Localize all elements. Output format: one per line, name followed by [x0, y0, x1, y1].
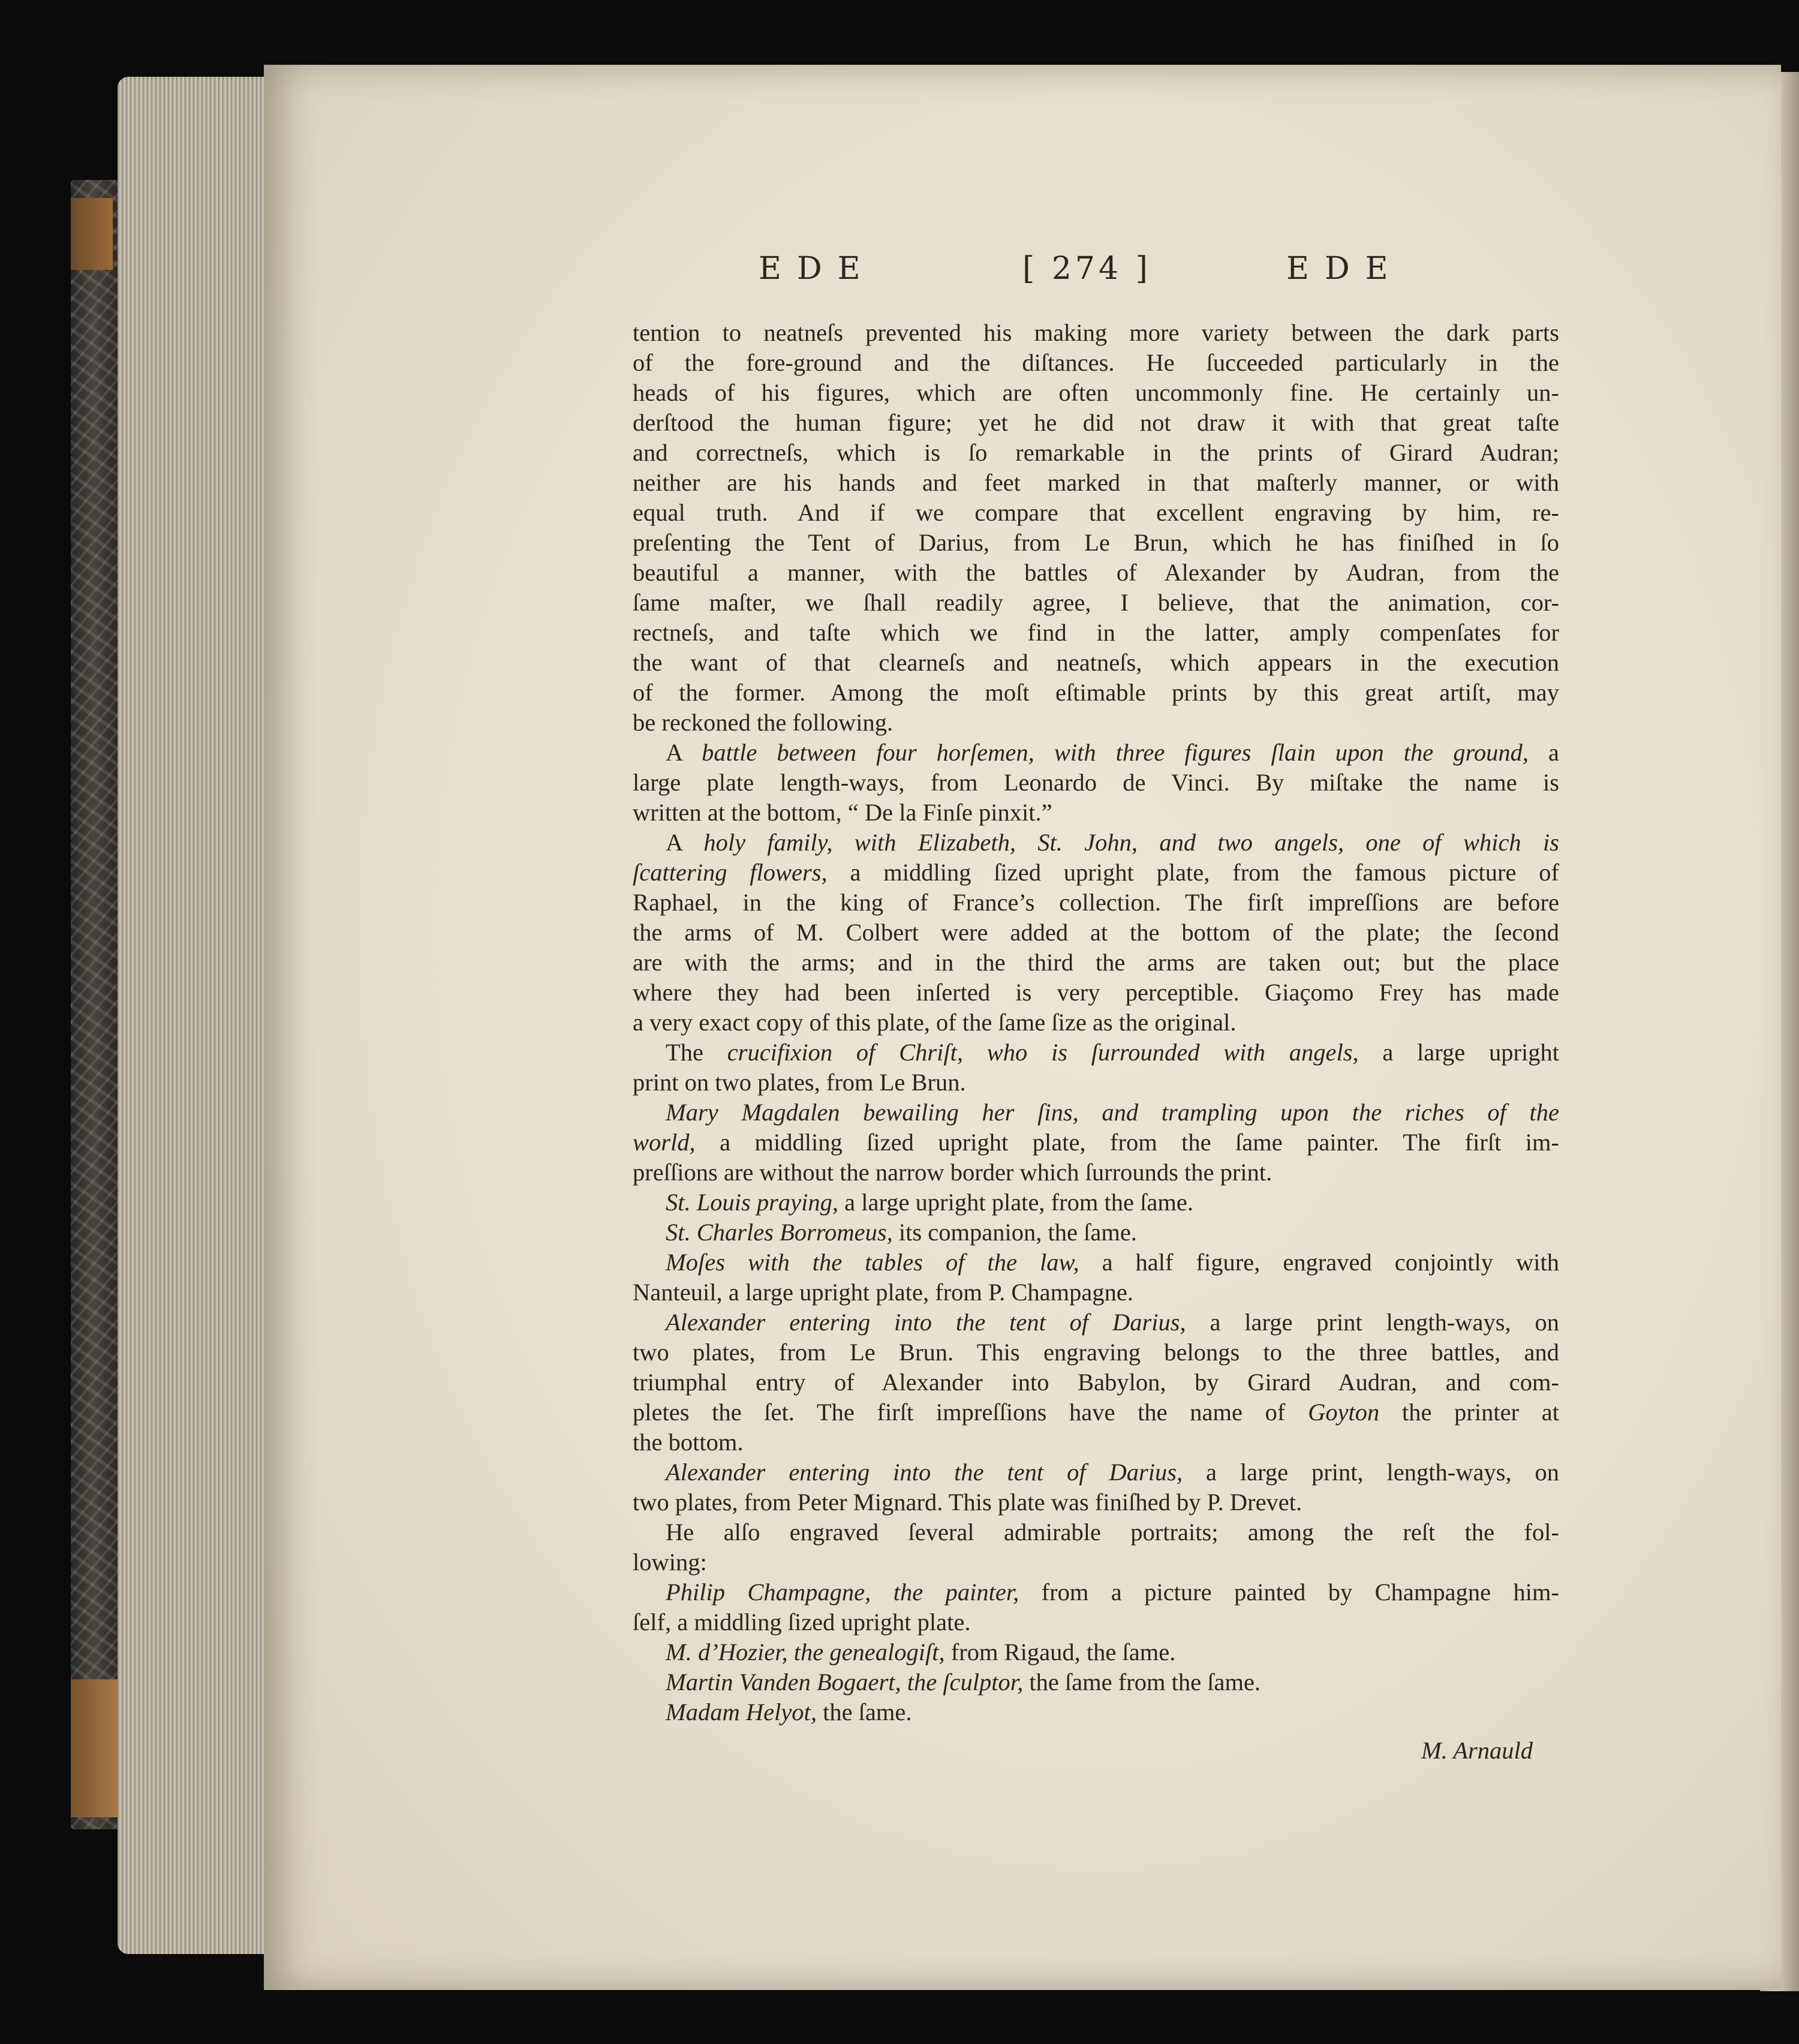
- italic-title: Philip Champagne, the painter,: [666, 1579, 1019, 1606]
- text-run: a middling ſized upright plate, from the famous picture of: [827, 859, 1559, 886]
- text-line: [633, 1637, 1559, 1667]
- text-line: [633, 918, 1559, 948]
- text-line: [633, 798, 1559, 828]
- text-line: [633, 738, 1559, 768]
- text-line: [633, 768, 1559, 798]
- text-run: two plates, from Peter Mignard. This plate was finiſhed by P. Drevet.: [633, 1489, 1302, 1516]
- text-run: and correctneſs, which is ſo remarkable in the prints of Girard Audran;: [633, 439, 1559, 466]
- text-run: triumphal entry of Alexander into Babylon, by Girard Audran, and com-: [633, 1369, 1559, 1396]
- text-run: rectneſs, and taſte which we find in the latter, amply compenſates for: [633, 619, 1559, 646]
- text-line: [633, 378, 1559, 408]
- text-line: [633, 678, 1559, 708]
- text-run: of the former. Among the moſt eſtimable prints by this great artiſt, may: [633, 679, 1559, 706]
- text-line: [633, 1367, 1559, 1397]
- text-run: a large print length-ways, on: [1186, 1309, 1559, 1336]
- page-edges: [118, 77, 279, 1954]
- text-line: [633, 1517, 1559, 1547]
- text-line: [633, 978, 1559, 1008]
- text-run: the printer at: [1379, 1399, 1559, 1426]
- text-run: heads of his figures, which are often uncommonly fine. He certainly un-: [633, 379, 1559, 406]
- italic-title: St. Louis praying,: [666, 1189, 839, 1216]
- text-run: preſenting the Tent of Darius, from Le Brun, which he has finiſhed in ſo: [633, 529, 1559, 556]
- text-line: [633, 1577, 1559, 1607]
- leather-corner-top: [71, 198, 113, 270]
- header-right-word: EDE: [1286, 251, 1404, 287]
- text-run: preſſions are without the narrow border which ſurrounds the print.: [633, 1159, 1272, 1186]
- italic-title: Goyton: [1308, 1399, 1380, 1426]
- text-line: [633, 558, 1559, 588]
- italic-title: battle between four horſemen, with three figures ſlain upon the ground,: [702, 739, 1529, 766]
- text-run: Nanteuil, a large upright plate, from P. Champagne.: [633, 1279, 1133, 1306]
- text-run: a large upright plate, from the ſame.: [838, 1189, 1193, 1216]
- text-run: from Rigaud, the ſame.: [944, 1639, 1176, 1666]
- page-number: [ 274 ]: [1022, 251, 1151, 287]
- text-run: beautiful a manner, with the battles of Alexander by Audran, from the: [633, 559, 1559, 586]
- italic-title: world,: [633, 1129, 696, 1156]
- text-run: neither are his hands and feet marked in that maſterly manner, or with: [633, 469, 1559, 496]
- header-left-word: EDE: [759, 251, 876, 287]
- text-run: its companion, the ſame.: [892, 1219, 1137, 1246]
- text-line: [633, 888, 1559, 918]
- text-run: where they had been inſerted is very perceptible. Giaçomo Frey has made: [633, 979, 1559, 1006]
- text-line: [633, 1667, 1559, 1697]
- text-line: [633, 468, 1559, 498]
- text-run: the arms of M. Colbert were added at the bottom of the plate; the ſecond: [633, 919, 1559, 946]
- text-line: [633, 1697, 1559, 1727]
- text-line: [633, 1337, 1559, 1367]
- text-line: [633, 708, 1559, 738]
- italic-title: Madam Helyot,: [666, 1699, 817, 1726]
- italic-title: Alexander entering into the tent of Darius,: [666, 1459, 1183, 1486]
- catchword: M. Arnauld: [1421, 1737, 1533, 1764]
- text-line: [633, 408, 1559, 438]
- text-line: [633, 1547, 1559, 1577]
- text-run: from a picture painted by Champagne him-: [1019, 1579, 1559, 1606]
- text-line: [633, 348, 1559, 378]
- text-run: ſame maſter, we ſhall readily agree, I believe, that the animation, cor-: [633, 589, 1559, 616]
- text-run: two plates, from Le Brun. This engraving belongs to the three battles, and: [633, 1339, 1559, 1366]
- text-run: pletes the ſet. The firſt impreſſions have the name of: [633, 1399, 1308, 1426]
- text-line: [633, 948, 1559, 978]
- italic-title: Alexander entering into the tent of Darius,: [666, 1309, 1186, 1336]
- text-line: [633, 1218, 1559, 1248]
- text-run: large plate length-ways, from Leonardo de Vinci. By miſtake the name is: [633, 769, 1559, 796]
- text-line: [633, 1278, 1559, 1307]
- text-line: [633, 1128, 1559, 1158]
- text-line: [633, 528, 1559, 558]
- italic-title: M. d’Hozier, the genealogiſt,: [666, 1639, 945, 1666]
- text-line: [633, 588, 1559, 618]
- text-run: a large upright: [1358, 1039, 1559, 1066]
- italic-title: Moſes with the tables of the law,: [666, 1249, 1079, 1276]
- italic-title: crucifixion of Chriſt, who is ſurrounded with angels,: [727, 1039, 1359, 1066]
- text-run: the want of that clearneſs and neatneſs, which appears in the execution: [633, 649, 1559, 676]
- text-line: [633, 1008, 1559, 1038]
- leather-corner-bottom: [71, 1679, 119, 1817]
- text-run: written at the bottom, “ De la Finſe pinxit.”: [633, 799, 1052, 826]
- text-run: the bottom.: [633, 1429, 744, 1456]
- text-run: print on two plates, from Le Brun.: [633, 1069, 966, 1096]
- text-run: a: [1528, 739, 1560, 766]
- text-line: [633, 1457, 1559, 1487]
- italic-title: Martin Vanden Bogaert, the ſculptor,: [666, 1669, 1024, 1696]
- text-run: equal truth. And if we compare that excellent engraving by him, re-: [633, 499, 1559, 526]
- text-line: [633, 1607, 1559, 1637]
- text-run: be reckoned the following.: [633, 709, 894, 736]
- text-run: are with the arms; and in the third the arms are taken out; but the place: [633, 949, 1559, 976]
- text-line: [633, 1397, 1559, 1427]
- text-run: derſtood the human figure; yet he did not draw it with that great taſte: [633, 409, 1559, 436]
- text-run: the ſame.: [816, 1699, 912, 1726]
- text-run: He alſo engraved ſeveral admirable portraits; among the reſt the fol-: [666, 1519, 1559, 1546]
- text-run: A: [666, 739, 702, 766]
- text-run: A: [666, 829, 704, 856]
- text-run: ſelf, a middling ſized upright plate.: [633, 1609, 971, 1636]
- text-line: [633, 1068, 1559, 1098]
- text-line: [633, 498, 1559, 528]
- text-line: [633, 858, 1559, 888]
- text-line: [633, 1158, 1559, 1188]
- text-run: The: [666, 1039, 727, 1066]
- text-run: a middling ſized upright plate, from the ſame painter. The firſt im-: [695, 1129, 1559, 1156]
- italic-title: Mary Magdalen bewailing her ſins, and trampling upon the riches of the: [666, 1099, 1559, 1126]
- italic-title: holy family, with Elizabeth, St. John, and two angels, one of which is: [703, 829, 1559, 856]
- text-line: [633, 618, 1559, 648]
- text-run: tention to neatneſs prevented his making more variety between the dark parts: [633, 319, 1559, 346]
- text-run: Raphael, in the king of France’s collection. The firſt impreſſions are before: [633, 889, 1559, 916]
- text-line: [633, 828, 1559, 858]
- italic-title: St. Charles Borromeus,: [666, 1219, 893, 1246]
- text-line: [633, 318, 1559, 348]
- text-line: [633, 1487, 1559, 1517]
- text-run: of the fore-ground and the diſtances. He ſucceeded particularly in the: [633, 349, 1559, 376]
- text-run: a very exact copy of this plate, of the ſame ſize as the original.: [633, 1009, 1237, 1036]
- text-run: the ſame from the ſame.: [1023, 1669, 1261, 1696]
- text-line: [633, 1427, 1559, 1457]
- italic-title: ſcattering flowers,: [633, 859, 828, 886]
- text-line: [633, 1038, 1559, 1068]
- running-header: [759, 251, 1442, 293]
- body-text: [633, 318, 1559, 1727]
- text-line: [633, 1188, 1559, 1218]
- text-run: a half figure, engraved conjointly with: [1079, 1249, 1559, 1276]
- text-line: [633, 438, 1559, 468]
- text-run: lowing:: [633, 1549, 707, 1576]
- text-run: a large print, length-ways, on: [1183, 1459, 1559, 1486]
- text-line: [633, 1307, 1559, 1337]
- text-line: [633, 1098, 1559, 1128]
- text-line: [633, 648, 1559, 678]
- text-line: [633, 1248, 1559, 1278]
